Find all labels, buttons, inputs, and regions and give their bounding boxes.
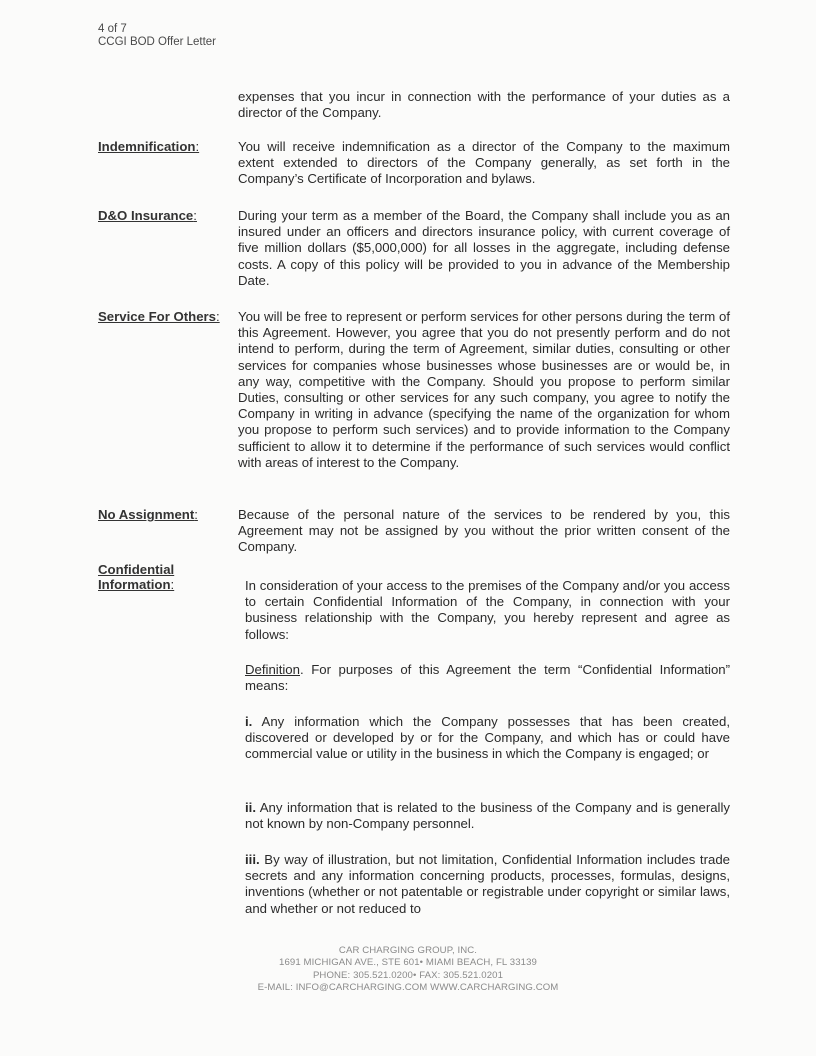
- definition-paragraph: Definition. For purposes of this Agreement the term “Confidential Information” means:: [245, 662, 730, 694]
- section-label: Indemnification:: [98, 139, 200, 154]
- list-item: i. Any information which the Company possesses that has been created, discovered or developed by or for the Company, and which has or could have commercial value or utility in the business in which the Company is engaged; or: [245, 714, 730, 762]
- list-item: ii. Any information that is related to the business of the Company and is generally not known by non-Company personnel.: [245, 800, 730, 832]
- definition-term: Definition: [245, 662, 300, 677]
- letterhead-footer: [0, 945, 816, 995]
- section-text: You will receive indemnification as a director of the Company to the maximum extent extended to directors of the Company generally, as set forth in the Company’s Certificate of Incorporation and bylaws.: [238, 139, 730, 187]
- page-header: [98, 23, 216, 49]
- section-label: Confidential Information:: [98, 562, 175, 592]
- section-dno-insurance: [98, 208, 730, 289]
- section-no-assignment: [98, 507, 730, 556]
- section-label: No Assignment:: [98, 507, 198, 522]
- section-label: Service For Others:: [98, 309, 220, 324]
- section-label: D&O Insurance:: [98, 208, 197, 223]
- document-title: CCGI BOD Offer Letter: [98, 36, 217, 48]
- section-text: In consideration of your access to the premises of the Company and/or you access to certain Confidential Information of the Company, in connection with your business relationship with the Company, you hereby represent and agree as follows:: [245, 578, 730, 642]
- continuation-paragraph: expenses that you incur in connection with the performance of your duties as a director of the Company.: [238, 89, 730, 121]
- footer-phone: PHONE: 305.521.0200• FAX: 305.521.0201: [312, 969, 504, 981]
- footer-company: CAR CHARGING GROUP, INC.: [338, 945, 478, 956]
- section-indemnification: [98, 139, 730, 188]
- footer-address: 1691 MICHIGAN AVE., STE 601• MIAMI BEACH, FL 33139: [279, 957, 537, 969]
- section-text: Because of the personal nature of the services to be rendered by you, this Agreement may not be assigned by you without the prior written consent of the Company.: [238, 507, 730, 555]
- section-service-for-others: [98, 309, 730, 471]
- footer-web: E-MAIL: INFO@CARCHARGING.COM WWW.CARCHARGING.COM: [257, 982, 559, 994]
- page-number: 4 of 7: [98, 23, 127, 35]
- list-item: iii. By way of illustration, but not limitation, Confidential Information includes trade secrets and any information concerning products, processes, formulas, designs, inventions (whether or not patentable or registrable under copyright or similar laws, and whether or not reduced to: [245, 852, 730, 916]
- section-text: You will be free to represent or perform services for other persons during the term of this Agreement. However, you agree that you do not presently perform and do not intend to perform, during the term of Agreement, similar duties, consulting or other services for companies whose businesses whose businesses are or would be, in any way, competitive with the Company. Should you propose to perform similar Duties, consulting or other services for any such company, you agree to notify the Company in writing in advance (specifying the name of the organization for whom you propose to perform such services) and to provide information to the Company sufficient to allow it to determine if the performance of such services would conflict with areas of interest to the Company.: [238, 309, 730, 470]
- section-text: During your term as a member of the Board, the Company shall include you as an insured under an officers and directors insurance policy, with current coverage of five million dollars ($5,000,000) for all losses in the aggregate, including defense costs. A copy of this policy will be provided to you in advance of the Membership Date.: [238, 208, 730, 288]
- section-confidential-information: [98, 562, 730, 643]
